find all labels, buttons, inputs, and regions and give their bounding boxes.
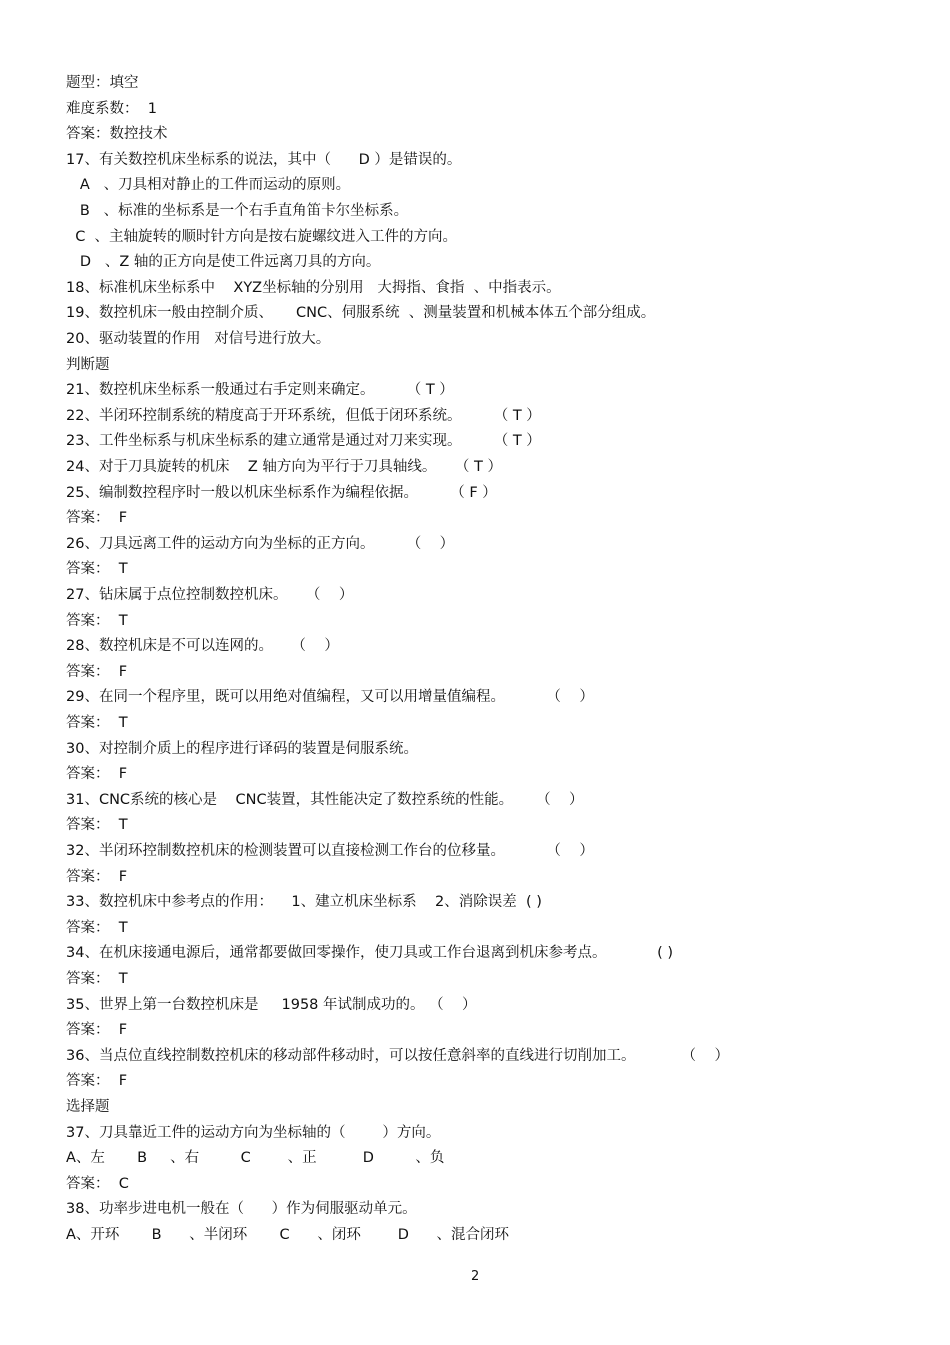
text-line: 24、对于刀具旋转的机床 Z 轴方向为平行于刀具轴线。 （ T ） bbox=[66, 459, 502, 475]
page-number: 2 bbox=[471, 1269, 480, 1284]
text-line: 答案： T bbox=[66, 715, 128, 731]
text-line: 答案：数控技术 bbox=[66, 126, 168, 142]
text-line: 22、半闭环控制系统的精度高于开环系统，但低于闭环系统。 （ T ） bbox=[66, 408, 541, 424]
text-line: 31、CNC系统的核心是 CNC装置，其性能决定了数控系统的性能。 （ ） bbox=[66, 792, 584, 808]
text-line: 题型：填空 bbox=[66, 75, 139, 91]
text-line: 25、编制数控程序时一般以机床坐标系作为编程依据。 （ F ） bbox=[66, 485, 497, 501]
text-line: 答案： F bbox=[66, 766, 128, 782]
text-line: 23、工件坐标系与机床坐标系的建立通常是通过对刀来实现。 （ T ） bbox=[66, 433, 541, 449]
text-line: 27、钻床属于点位控制数控机床。 （ ） bbox=[66, 587, 354, 603]
text-line: 答案： T bbox=[66, 613, 128, 629]
text-line: 答案： F bbox=[66, 664, 128, 680]
text-line: 答案： T bbox=[66, 561, 128, 577]
text-line: D 、Z 轴的正方向是使工件远离刀具的方向。 bbox=[66, 254, 381, 270]
text-line: 18、标准机床坐标系中 XYZ坐标轴的分别用 大拇指、食指 、中指表示。 bbox=[66, 280, 561, 296]
text-line: A、开环 B 、半闭环 C 、闭环 D 、混合闭环 bbox=[66, 1227, 510, 1243]
text-line: 20、驱动装置的作用 对信号进行放大。 bbox=[66, 331, 331, 347]
text-line: 29、在同一个程序里，既可以用绝对值编程，又可以用增量值编程。 （ ） bbox=[66, 689, 594, 705]
text-line: 30、对控制介质上的程序进行译码的装置是伺服系统。 bbox=[66, 741, 418, 757]
text-line: 34、在机床接通电源后，通常都要做回零操作，使刀具或工作台退离到机床参考点。 ( ) bbox=[66, 945, 674, 961]
text-line: 32、半闭环控制数控机床的检测装置可以直接检测工作台的位移量。 （ ） bbox=[66, 843, 594, 859]
text-line: 33、数控机床中参考点的作用： 1、建立机床坐标系 2、消除误差 ( ) bbox=[66, 894, 542, 910]
text-line: C 、主轴旋转的顺时针方向是按右旋螺纹进入工件的方向。 bbox=[66, 229, 458, 245]
text-line: B 、标准的坐标系是一个右手直角笛卡尔坐标系。 bbox=[66, 203, 409, 219]
text-line: 37、刀具靠近工件的运动方向为坐标轴的（ ）方向。 bbox=[66, 1125, 441, 1141]
text-line: 答案： C bbox=[66, 1176, 129, 1192]
text-line: 判断题 bbox=[66, 357, 110, 373]
text-line: 难度系数： 1 bbox=[66, 101, 157, 117]
text-line: 26、刀具远离工件的运动方向为坐标的正方向。 （ ） bbox=[66, 536, 455, 552]
text-line: 35、世界上第一台数控机床是 1958 年试制成功的。 （ ） bbox=[66, 997, 477, 1013]
text-line: 答案： F bbox=[66, 1022, 128, 1038]
text-line: 答案： F bbox=[66, 869, 128, 885]
text-line: 选择题 bbox=[66, 1099, 110, 1115]
text-line: 28、数控机床是不可以连网的。 （ ） bbox=[66, 638, 339, 654]
text-line: 答案： T bbox=[66, 971, 128, 987]
text-line: 36、当点位直线控制数控机床的移动部件移动时，可以按任意斜率的直线进行切削加工。 （ ） bbox=[66, 1048, 729, 1064]
text-line: 21、数控机床坐标系一般通过右手定则来确定。 （ T ） bbox=[66, 382, 454, 398]
text-line: 答案： T bbox=[66, 920, 128, 936]
text-line: 19、数控机床一般由控制介质、 CNC、伺服系统 、测量装置和机械本体五个部分组成。 bbox=[66, 305, 656, 321]
text-line: 答案： F bbox=[66, 510, 128, 526]
text-line: 答案： T bbox=[66, 817, 128, 833]
text-line: A 、刀具相对静止的工件而运动的原则。 bbox=[66, 177, 351, 193]
text-line: 17、有关数控机床坐标系的说法，其中（ D ）是错误的。 bbox=[66, 152, 462, 168]
text-line: 38、功率步进电机一般在（ ）作为伺服驱动单元。 bbox=[66, 1201, 417, 1217]
text-line: A、左 B 、右 C 、正 D 、负 bbox=[66, 1150, 445, 1166]
text-line: 答案： F bbox=[66, 1073, 128, 1089]
